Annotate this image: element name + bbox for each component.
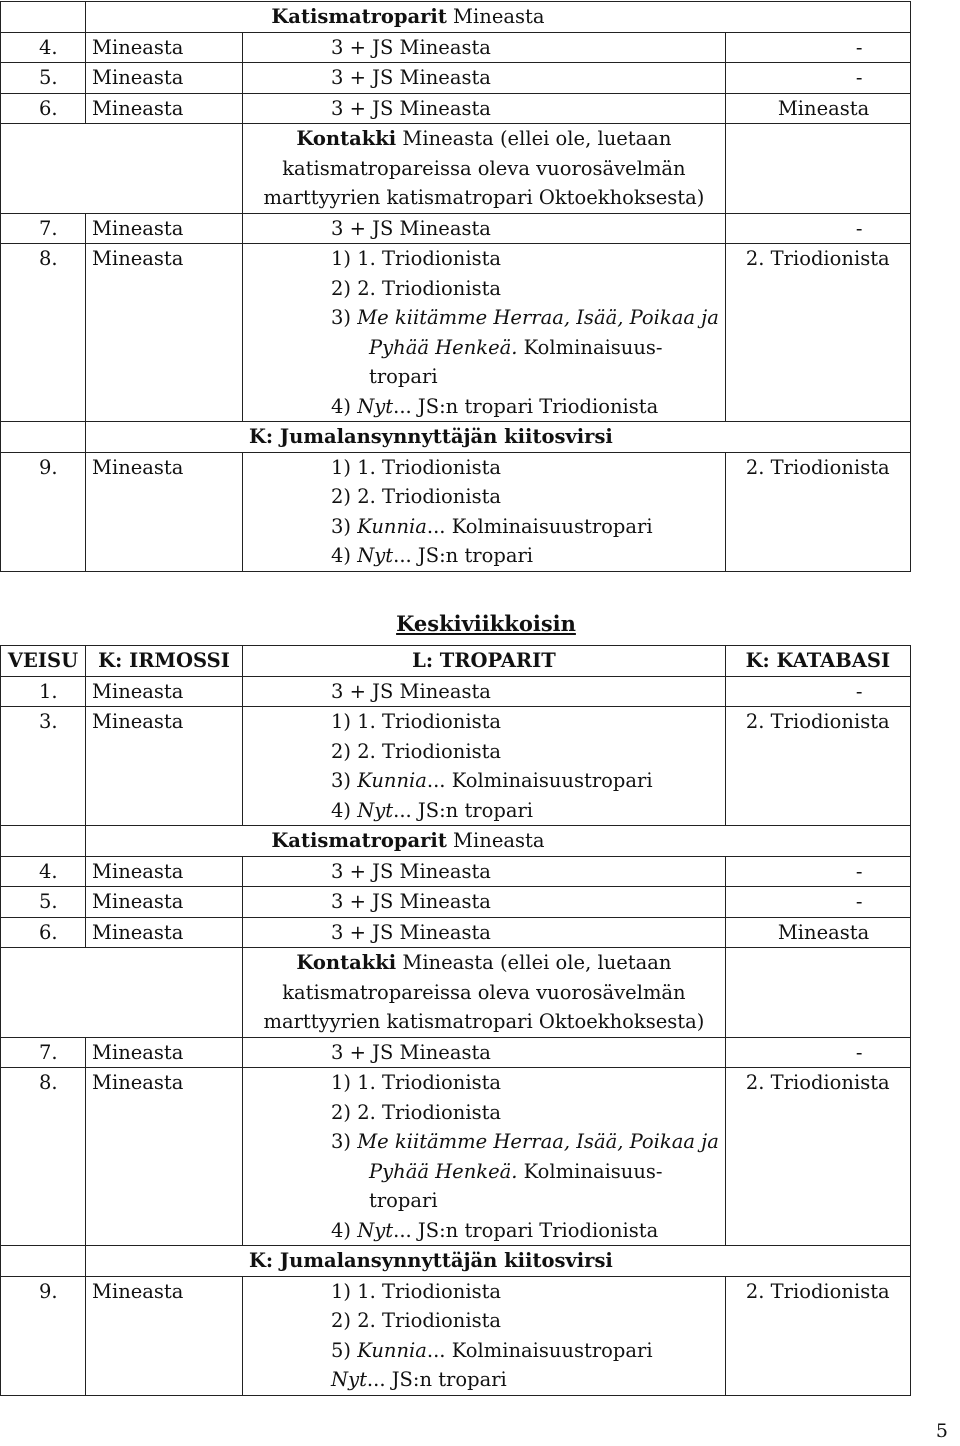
troparit-cell: 3 + JS Mineasta [243, 917, 726, 948]
table-cell [725, 948, 910, 1038]
table-cell [1, 124, 243, 214]
veisu-number: 7. [1, 1037, 86, 1068]
veisu-number: 8. [1, 244, 86, 422]
katabasi-cell: - [725, 1037, 910, 1068]
italic-text: Nyt [357, 544, 394, 567]
kontakki-line: katismatropareissa oleva vuorosävelmän [282, 980, 686, 1004]
veisu-number: 9. [1, 452, 86, 571]
veisu-number: 7. [1, 213, 86, 244]
tropari-text: ... JS:n tropari [393, 544, 534, 567]
tropari-line: 1) 1. Triodionista [331, 1279, 502, 1303]
table-header-row [1, 646, 911, 677]
katabasi-cell: 2. Triodionista [725, 1276, 910, 1395]
irmossi-cell: Mineasta [86, 244, 243, 422]
troparit-cell: 3 + JS Mineasta [243, 32, 726, 63]
kontakki-text: Mineasta (ellei ole, luetaan [396, 951, 672, 974]
heading-bold-text: Katismatroparit [271, 829, 447, 852]
tropari-line: 2) 2. Triodionista [331, 739, 502, 763]
tropari-line [331, 541, 719, 571]
tropari-line [331, 333, 719, 363]
tropari-line [331, 1336, 719, 1366]
troparit-cell: 3 + JS Mineasta [243, 887, 726, 918]
italic-text: Nyt [357, 394, 394, 418]
kontakki-line [243, 948, 725, 978]
table-row [1, 452, 911, 571]
tropari-line: 2) 2. Triodionista [331, 485, 502, 508]
irmossi-cell: Mineasta [86, 93, 243, 124]
tropari-line: 1) 1. Triodionista [331, 710, 502, 733]
kontakki-line [243, 124, 725, 154]
irmossi-cell: Mineasta [86, 917, 243, 948]
kontakki-cell [243, 948, 726, 1038]
table-cell [1, 948, 243, 1038]
tropari-text: Kolminaisuus- [517, 1159, 663, 1183]
tropari-line [331, 1216, 719, 1246]
item-number: 4) [331, 798, 358, 822]
troparit-cell [243, 452, 726, 571]
heading-bold-text: Katismatroparit [271, 5, 447, 28]
item-number: 3) [331, 1130, 358, 1153]
katabasi-cell: - [725, 63, 910, 94]
tropari-line: 2) 2. Triodionista [331, 1100, 502, 1124]
troparit-cell: 3 + JS Mineasta [243, 63, 726, 94]
irmossi-cell: Mineasta [86, 887, 243, 918]
veisu-number: 6. [1, 917, 86, 948]
tropari-line: 1) 1. Triodionista [331, 455, 502, 479]
troparit-cell: 3 + JS Mineasta [243, 1037, 726, 1068]
troparit-cell: 3 + JS Mineasta [243, 93, 726, 124]
kontakki-line: marttyyrien katismatropari Oktoekhoksesta) [263, 1010, 705, 1033]
table-row [1, 887, 911, 918]
irmossi-cell: Mineasta [86, 1276, 243, 1395]
katabasi-cell: 2. Triodionista [725, 1068, 910, 1246]
katabasi-cell: 2. Triodionista [725, 452, 910, 571]
irmossi-cell: Mineasta [86, 1037, 243, 1068]
katabasi-cell: 2. Triodionista [725, 707, 910, 826]
table-row [1, 2, 911, 33]
table-row [1, 856, 911, 887]
irmossi-cell: Mineasta [86, 676, 243, 707]
tropari-text: ... Kolminaisuustropari [426, 769, 653, 792]
troparit-cell: 3 + JS Mineasta [243, 676, 726, 707]
header-katabasi: K: KATABASI [725, 646, 910, 677]
tropari-text: ... JS:n tropari [366, 1368, 507, 1391]
table-cell [1, 1246, 86, 1277]
table-row [1, 244, 911, 422]
veisu-number: 3. [1, 707, 86, 826]
tropari-line: 1) 1. Triodionista [331, 247, 502, 270]
italic-text: Nyt [357, 1218, 394, 1242]
header-veisu: VEISU [1, 646, 86, 677]
tropari-text: ... JS:n tropari [393, 798, 534, 822]
table-row [1, 676, 911, 707]
table-row [1, 1246, 911, 1277]
item-number: 3) [331, 769, 358, 792]
tropari-line [331, 303, 719, 333]
table-row [1, 917, 911, 948]
tropari-line [331, 392, 719, 422]
katabasi-cell: - [725, 856, 910, 887]
katabasi-cell: - [725, 887, 910, 918]
irmossi-cell: Mineasta [86, 63, 243, 94]
italic-text: Kunnia [357, 1338, 427, 1362]
tropari-text: ... Kolminaisuustropari [426, 514, 653, 538]
section-title: Keskiviikkoisin [396, 611, 576, 636]
table-row [1, 707, 911, 826]
troparit-cell [243, 1276, 726, 1395]
tropari-text: ... JS:n tropari Triodionista [393, 394, 659, 418]
schedule-table-top [0, 1, 911, 572]
troparit-cell [243, 707, 726, 826]
troparit-cell [243, 1068, 726, 1246]
item-number: 4) [331, 394, 358, 418]
table-row [1, 948, 911, 1038]
kontakki-text: Mineasta (ellei ole, luetaan [396, 127, 672, 150]
katabasi-cell: - [725, 676, 910, 707]
table-row [1, 826, 911, 857]
table-cell [1, 2, 86, 33]
irmossi-cell: Mineasta [86, 32, 243, 63]
troparit-cell [243, 244, 726, 422]
header-troparit: L: TROPARIT [243, 646, 726, 677]
page-number: 5 [935, 1420, 948, 1442]
tropari-line: 2) 2. Triodionista [331, 1309, 502, 1332]
katismatroparit-heading [86, 826, 911, 857]
italic-text: Me kiitämme Herraa, Isää, Poikaa ja [357, 1130, 719, 1153]
item-number: 5) [331, 1338, 358, 1362]
veisu-number: 4. [1, 856, 86, 887]
italic-text: Pyhää Henkeä. [369, 1159, 518, 1183]
table-row [1, 1068, 911, 1246]
item-number: 3) [331, 514, 358, 538]
kontakki-line: katismatropareissa oleva vuorosävelmän [282, 156, 686, 180]
kontakki-cell [243, 124, 726, 214]
tropari-line [331, 766, 719, 796]
table-cell [725, 124, 910, 214]
irmossi-cell: Mineasta [86, 452, 243, 571]
tropari-line: tropari [369, 1189, 438, 1212]
veisu-number: 6. [1, 93, 86, 124]
veisu-number: 5. [1, 63, 86, 94]
tropari-line [331, 1157, 719, 1187]
kontakki-line: marttyyrien katismatropari Oktoekhoksesta) [263, 186, 705, 209]
italic-text: Pyhää Henkeä. [369, 335, 518, 359]
table-row [1, 422, 911, 453]
schedule-table-keskiviikkoisin [0, 645, 911, 1396]
irmossi-cell: Mineasta [86, 856, 243, 887]
table-cell [1, 422, 86, 453]
italic-text: Nyt [357, 798, 394, 822]
italic-text: Kunnia [357, 769, 427, 792]
tropari-text: ... Kolminaisuustropari [426, 1338, 653, 1362]
katabasi-cell: - [725, 213, 910, 244]
table-row [1, 1037, 911, 1068]
table-cell [1, 826, 86, 857]
troparit-cell: 3 + JS Mineasta [243, 213, 726, 244]
tropari-line: tropari [369, 365, 438, 388]
irmossi-cell: Mineasta [86, 1068, 243, 1246]
veisu-number: 5. [1, 887, 86, 918]
italic-text: Kunnia [357, 514, 427, 538]
italic-text: Me kiitämme Herraa, Isää, Poikaa ja [357, 306, 719, 329]
katabasi-cell: Mineasta [725, 917, 910, 948]
table-row [1, 213, 911, 244]
heading-text: Mineasta [446, 5, 545, 28]
item-number: 4) [331, 1218, 358, 1242]
katabasi-cell: - [725, 32, 910, 63]
tropari-line [331, 1127, 719, 1157]
table-row [1, 124, 911, 214]
troparit-cell: 3 + JS Mineasta [243, 856, 726, 887]
tropari-line: 1) 1. Triodionista [331, 1071, 502, 1094]
katabasi-cell: 2. Triodionista [725, 244, 910, 422]
item-number: 3) [331, 306, 358, 329]
table-row [1, 93, 911, 124]
veisu-number: 8. [1, 1068, 86, 1246]
italic-text: Nyt [331, 1368, 367, 1391]
kontakki-label: Kontakki [296, 951, 397, 974]
kiitosvirsi-heading: K: Jumalansynnyttäjän kiitosvirsi [86, 422, 911, 453]
tropari-line [331, 512, 719, 542]
tropari-line [331, 796, 719, 826]
header-irmossi: K: IRMOSSI [86, 646, 243, 677]
tropari-line [331, 1365, 719, 1395]
table-row [1, 63, 911, 94]
kiitosvirsi-heading: K: Jumalansynnyttäjän kiitosvirsi [86, 1246, 911, 1277]
item-number: 4) [331, 544, 358, 567]
veisu-number: 9. [1, 1276, 86, 1395]
veisu-number: 1. [1, 676, 86, 707]
tropari-text: ... JS:n tropari Triodionista [393, 1218, 659, 1242]
heading-text: Mineasta [446, 829, 545, 852]
irmossi-cell: Mineasta [86, 707, 243, 826]
veisu-number: 4. [1, 32, 86, 63]
table-row [1, 1276, 911, 1395]
table-row [1, 32, 911, 63]
kontakki-label: Kontakki [296, 127, 397, 150]
irmossi-cell: Mineasta [86, 213, 243, 244]
katismatroparit-heading [86, 2, 911, 33]
tropari-text: Kolminaisuus- [517, 335, 663, 359]
katabasi-cell: Mineasta [725, 93, 910, 124]
tropari-line: 2) 2. Triodionista [331, 276, 502, 300]
